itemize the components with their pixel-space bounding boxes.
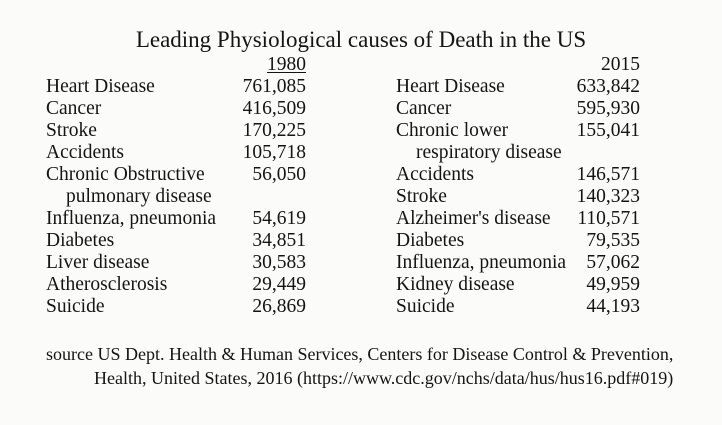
cause-name: Diabetes	[46, 230, 115, 251]
table-row	[46, 274, 306, 296]
death-count: 56,050	[252, 164, 306, 185]
table-row	[396, 296, 640, 318]
cause-name: Diabetes	[396, 230, 465, 251]
table-row	[396, 164, 640, 186]
death-count: 44,193	[586, 296, 640, 317]
death-count: 79,535	[586, 230, 640, 251]
cause-name-continuation: respiratory disease	[416, 142, 562, 163]
table-row	[396, 186, 640, 208]
cause-name: Stroke	[46, 120, 97, 141]
death-count: 26,869	[252, 296, 306, 317]
cause-name: Cancer	[396, 98, 452, 119]
cause-name: Kidney disease	[396, 274, 515, 295]
source-line-2: Health, United States, 2016 (https://www.cdc.gov/nchs/data/hus/hus16.pdf#019)	[94, 368, 674, 388]
table-row	[46, 252, 306, 274]
cause-name: Accidents	[46, 142, 124, 163]
table-row	[396, 252, 640, 274]
death-count: 54,619	[252, 208, 306, 229]
cause-name: Chronic lower	[396, 120, 509, 141]
death-count: 170,225	[242, 120, 306, 141]
death-count: 416,509	[242, 98, 306, 119]
cause-name: Atherosclerosis	[46, 274, 168, 295]
death-count: 34,851	[252, 230, 306, 251]
table-row	[396, 76, 640, 98]
table-row	[46, 76, 306, 98]
death-count: 761,085	[242, 76, 306, 97]
cause-name: Suicide	[46, 296, 105, 317]
cause-name-continuation: pulmonary disease	[66, 186, 212, 207]
cause-name: Cancer	[46, 98, 102, 119]
death-count: 140,323	[576, 186, 640, 207]
table-row	[46, 142, 306, 164]
cause-name: Accidents	[396, 164, 474, 185]
cause-name: Stroke	[396, 186, 447, 207]
death-count: 49,959	[586, 274, 640, 295]
death-count: 110,571	[577, 208, 640, 229]
death-count: 633,842	[576, 76, 640, 97]
death-count: 105,718	[242, 142, 306, 163]
death-count: 57,062	[586, 252, 640, 273]
cause-name: Heart Disease	[46, 76, 155, 97]
document-title: Leading Physiological causes of Death in the US	[135, 27, 587, 52]
death-count: 155,041	[576, 120, 640, 141]
death-count: 29,449	[252, 274, 306, 295]
death-count: 30,583	[252, 252, 306, 273]
table-row	[46, 230, 306, 252]
death-count: 146,571	[576, 164, 640, 185]
table-row	[396, 230, 640, 252]
year-heading-2015: 2015	[601, 54, 640, 75]
table-row	[396, 98, 640, 120]
table-row	[46, 98, 306, 120]
cause-name: Liver disease	[46, 252, 150, 273]
table-row	[46, 120, 306, 142]
table-row	[396, 208, 640, 230]
table-row	[46, 208, 306, 230]
table-row	[46, 296, 306, 318]
table-row	[396, 120, 640, 164]
table-row	[46, 164, 306, 208]
cause-name: Alzheimer's disease	[396, 208, 551, 229]
cause-name: Influenza, pneumonia	[396, 252, 567, 273]
year-heading-1980: 1980	[267, 54, 306, 75]
cause-name: Heart Disease	[396, 76, 505, 97]
cause-name: Suicide	[396, 296, 455, 317]
source-line-1: source US Dept. Health & Human Services, Centers for Disease Control & Prevention,	[46, 344, 674, 364]
cause-name: Chronic Obstructive	[46, 164, 205, 185]
death-count: 595,930	[576, 98, 640, 119]
table-row	[396, 274, 640, 296]
cause-name: Influenza, pneumonia	[46, 208, 217, 229]
